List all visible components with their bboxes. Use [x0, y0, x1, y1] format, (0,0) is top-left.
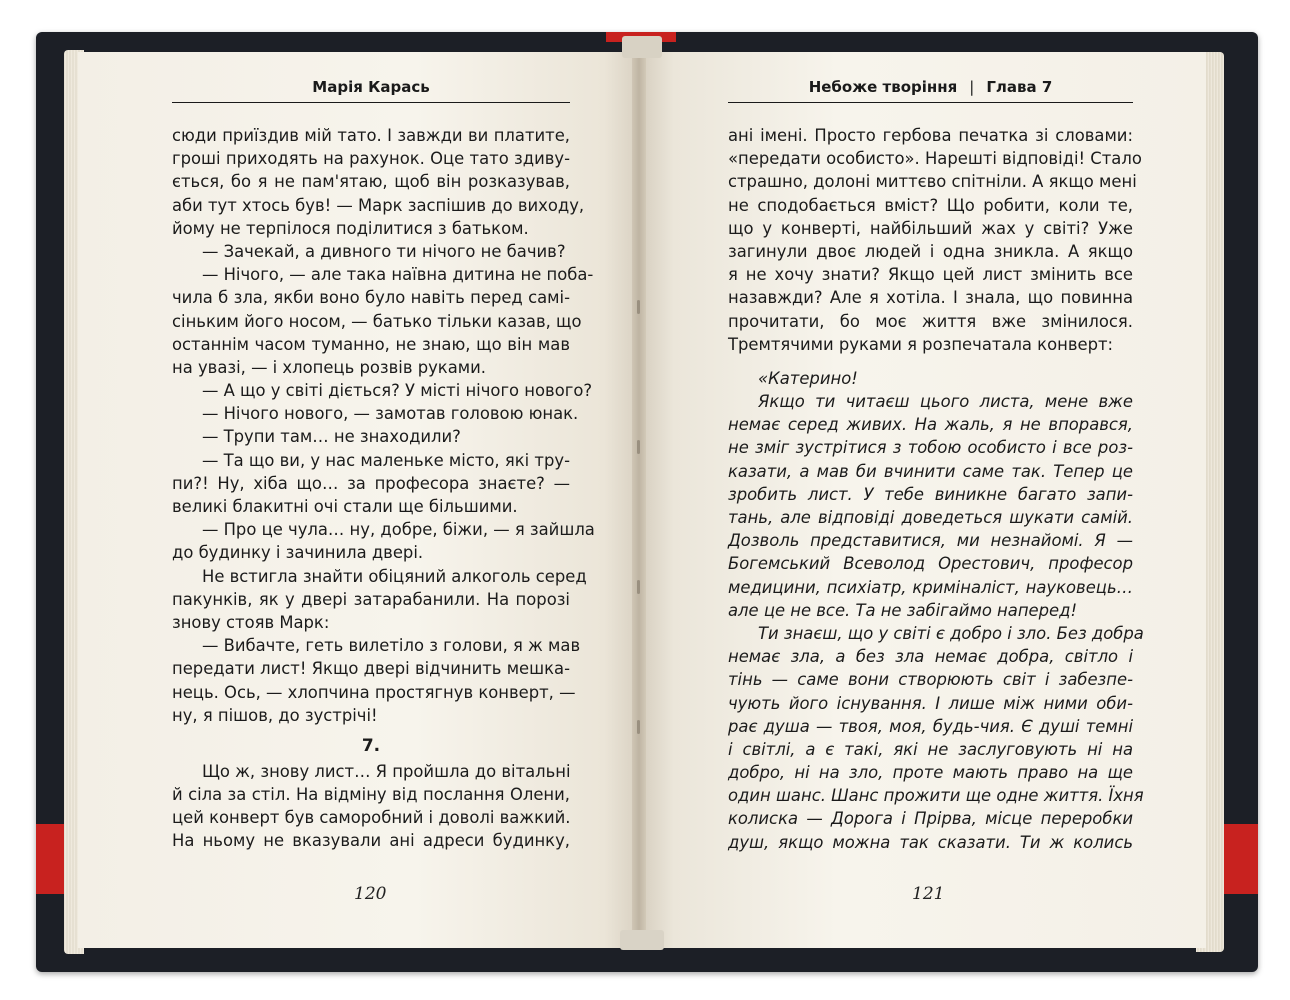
- header-separator: |: [969, 78, 975, 96]
- text-line: не сподобається вміст? Що робити, коли те,: [728, 195, 1133, 215]
- text-line: і світлі, а є такі, які не заслуговують ні на: [728, 739, 1133, 759]
- text-line: я не хочу знати? Якщо цей лист змінить все: [728, 265, 1133, 285]
- text-line: немає зла, а без зла немає добра, світло і: [728, 647, 1133, 667]
- text-line: знову стояв Марк:: [172, 612, 330, 632]
- text-line: до будинку і зачинила двері.: [172, 543, 424, 563]
- text-line: — Зачекай, а дивного ти нічого не бачив?: [202, 241, 566, 261]
- text-line: добро, ні на зло, проте мають право на ще: [728, 763, 1133, 783]
- binding-stitch: [637, 580, 640, 594]
- text-line: нець. Ось, — хлопчина простягнув конверт, —: [172, 682, 576, 702]
- binding-stitch: [637, 300, 640, 314]
- cover-red-band-right: [1222, 824, 1258, 894]
- book-gutter: [632, 52, 646, 948]
- text-line: Ти знаєш, що у світі є добро і зло. Без добра: [758, 623, 1144, 643]
- text-line: один шанс. Шанс прожити ще одне життя. Їхня: [728, 786, 1144, 806]
- text-line: чують його існування. І лише між ними оби-: [728, 693, 1133, 713]
- binding-stitch: [637, 440, 640, 454]
- text-line: передати лист! Якщо двері відчинить мешка-: [172, 659, 570, 679]
- text-line: гроші приходять на рахунок. Оце тато здиву-: [172, 149, 570, 169]
- text-line: й сіла за стіл. На відміну від послання Олени,: [172, 785, 570, 805]
- text-line: рає душа — твоя, моя, будь-чия. Є душі темні: [728, 716, 1133, 736]
- text-line: тань, але відповіді доведеться шукати самій.: [728, 508, 1133, 527]
- headband-top: [622, 36, 662, 58]
- text-line: — Та що ви, у нас маленьке місто, які тру-: [202, 450, 570, 470]
- right-text-block-a: [728, 124, 1142, 356]
- text-line: медицини, психіатр, криміналіст, науковець…: [728, 577, 1133, 597]
- right-text-column: [728, 124, 1144, 854]
- text-line: — Нічого, — але така наївна дитина не поба-: [202, 265, 594, 285]
- text-line: прочитати, бо моє життя вже змінилося.: [728, 311, 1133, 331]
- text-line: казати, а мав би вчинити саме так. Тепер це: [728, 461, 1133, 481]
- text-line: Що ж, знову лист… Я пройшла до вітальні: [202, 761, 571, 781]
- text-line: чила б зла, якби воно було навіть перед самі-: [172, 288, 570, 308]
- text-line: ну, я пішов, до зустрічі!: [172, 705, 378, 725]
- paragraph-gap: [728, 356, 1133, 367]
- text-line: назавжди? Але я хотіла. І знала, що повинна: [728, 288, 1133, 308]
- chapter-label: Глава 7: [986, 78, 1053, 96]
- text-line: пакунків, як у двері затарабанили. На порозі: [172, 589, 570, 609]
- text-line: — Трупи там… не знаходили?: [202, 427, 461, 447]
- text-line: Богемський Всеволод Орестович, професор: [728, 554, 1133, 574]
- text-line: не зміг зустрітися з тобою особисто і все роз-: [728, 438, 1133, 458]
- text-line: аби тут хтось був! — Марк заспішив до виходу,: [172, 195, 585, 215]
- text-line: Дозволь представитися, ми незнайомі. Я —: [728, 531, 1133, 551]
- text-line: останнім часом туманно, не знаю, що він мав: [172, 334, 570, 354]
- binding-stitch: [637, 720, 640, 734]
- page-number-right: 121: [912, 884, 945, 904]
- text-line: йому не терпілося поділитися з батьком.: [172, 218, 529, 238]
- text-line: На ньому не вказували ані адреси будинку,: [172, 831, 570, 851]
- text-line: «передати особисто». Нарешті відповіді! Стало: [728, 149, 1142, 169]
- text-line: що у конверті, найбільший жах у світі? Уже: [728, 218, 1133, 238]
- text-line: — А що у світі діється? У місті нічого нового?: [202, 381, 593, 401]
- text-line: сіньким його носом, — батько тільки казав, що: [172, 311, 582, 331]
- text-line: великі блакитні очі стали ще більшими.: [172, 497, 518, 516]
- chapter-heading: 7.: [361, 735, 381, 756]
- left-text-column: [172, 124, 595, 853]
- text-line: сюди приїздив мій тато. І завжди ви платите,: [172, 126, 570, 145]
- right-running-header: [728, 78, 1133, 103]
- book-title: Небоже творіння: [808, 78, 958, 96]
- headband-bottom: [620, 930, 664, 950]
- text-line: немає серед живих. На жаль, я не впорався,: [728, 415, 1133, 435]
- author-name: Марія Карась: [312, 78, 430, 96]
- text-line: — Про це чула… ну, добре, біжи, — я зайшла: [202, 520, 595, 540]
- page-number-left: 120: [354, 884, 387, 904]
- left-text-block-a: [172, 124, 595, 727]
- text-line: тінь — саме вони створюють світ і забезпе-: [728, 670, 1133, 690]
- text-line: Якщо ти читаєш цього листа, мене вже: [758, 392, 1133, 412]
- letter-text-block: [728, 367, 1144, 854]
- text-line: «Катерино!: [758, 368, 858, 388]
- left-running-header: [172, 78, 570, 103]
- text-line: Не встигла знайти обіцяний алкоголь серед: [202, 566, 587, 586]
- text-line: пи?! Ну, хіба що… за професора знаєте? —: [172, 473, 570, 493]
- text-line: — Вибачте, геть вилетіло з голови, я ж мав: [202, 636, 581, 656]
- text-line: але це не все. Та не забігаймо наперед!: [728, 600, 1078, 620]
- text-line: зробить лист. У тебе виникне багато запи-: [728, 484, 1133, 504]
- text-line: цей конверт був саморобний і доволі важкий.: [172, 808, 571, 828]
- text-line: душ, якщо можна так сказати. Ти ж колись: [728, 832, 1133, 852]
- text-line: страшно, долоні миттєво спітніли. А якщо мені: [728, 172, 1137, 192]
- text-line: загинули двоє людей і одна зникла. А якщо: [728, 241, 1133, 261]
- text-line: колиска — Дорога і Прірва, місце переробки: [728, 809, 1133, 829]
- text-line: ані імені. Просто гербова печатка зі словами:: [728, 126, 1133, 145]
- text-line: ється, бо я не пам'ятаю, щоб він розказував,: [172, 172, 570, 192]
- text-line: Тремтячими руками я розпечатала конверт:: [728, 334, 1114, 354]
- text-line: на увазі, — і хлопець розвів руками.: [172, 357, 486, 377]
- text-line: — Нічого нового, — замотав головою юнак.: [202, 404, 579, 424]
- left-text-block-b: [172, 760, 570, 853]
